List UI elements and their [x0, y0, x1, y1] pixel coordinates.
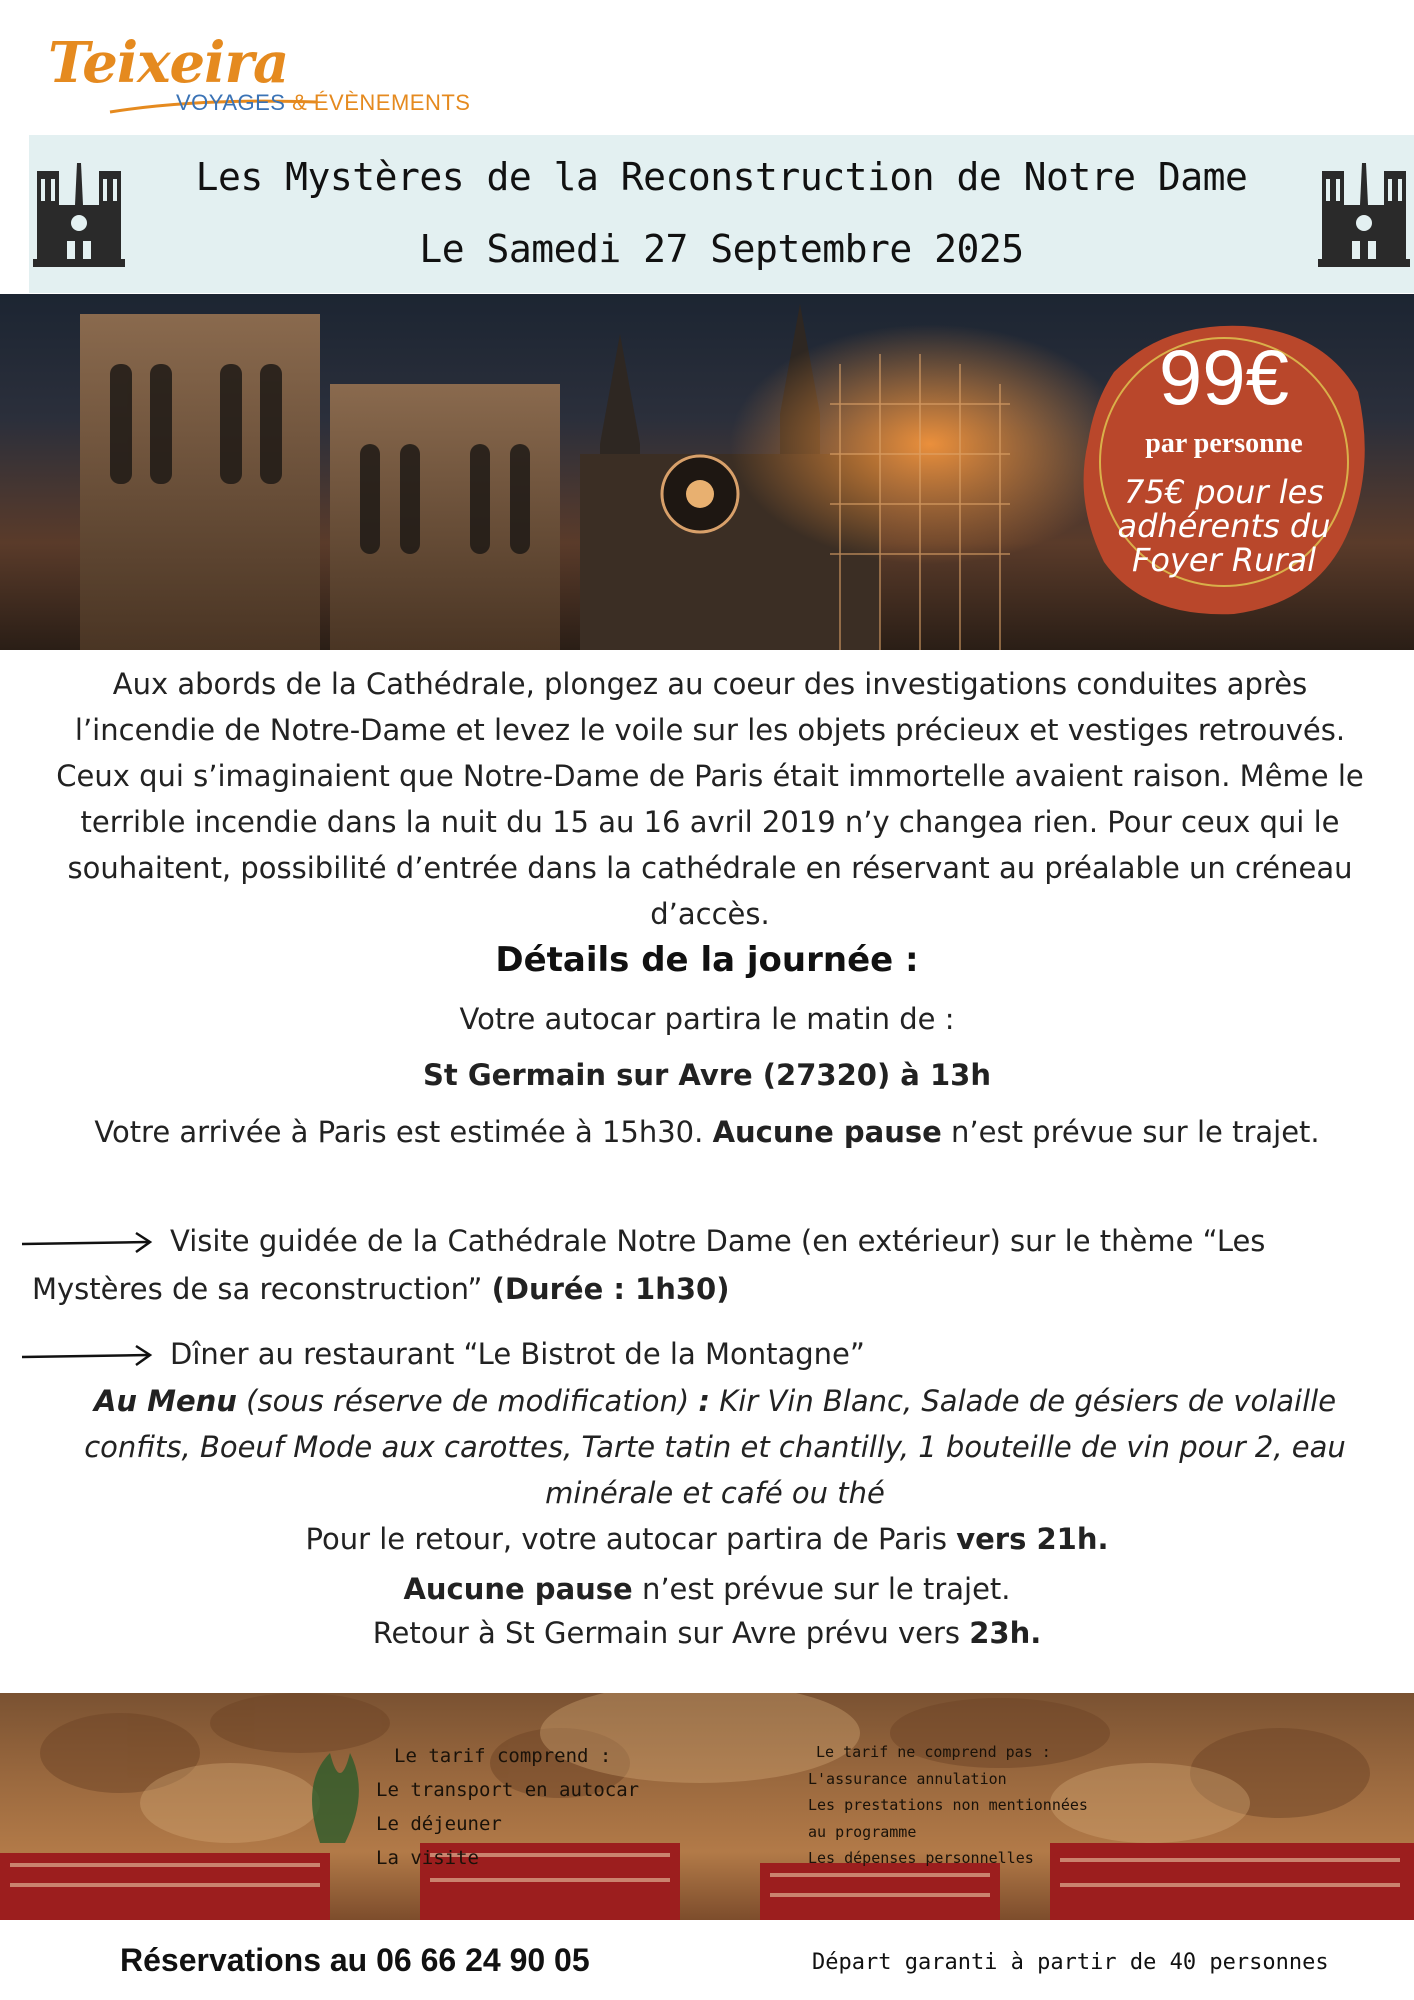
return-no-stop-text: n’est prévue sur le trajet. [641, 1572, 1011, 1606]
logo-voyages: VOYAGES [176, 90, 286, 115]
reservation-phone: Réservations au 06 66 24 90 05 [120, 1942, 590, 1978]
arrival-text: Votre arrivée à Paris est estimée à 15h30. [94, 1115, 704, 1149]
arrival-end: n’est prévue sur le trajet. [951, 1115, 1320, 1149]
title-band [29, 135, 1414, 293]
return-arrival-time: 23h. [969, 1616, 1042, 1650]
return-departure [0, 1522, 1414, 1556]
return-arrival-text: Retour à St Germain sur Avre prévu vers [372, 1616, 961, 1650]
event-date: Le Samedi 27 Septembre 2025 [419, 227, 1024, 271]
not-included-item: L'assurance annulation [808, 1769, 1007, 1788]
departure-place: St Germain sur Avre (27320) à 13h [423, 1058, 991, 1092]
included-item: La visite [376, 1847, 479, 1869]
details-heading: Détails de la journée : [495, 940, 919, 980]
return-departure-text: Pour le retour, votre autocar partira de Paris [305, 1522, 948, 1556]
included-item: Le déjeuner [376, 1813, 502, 1835]
visit-duration: (Durée : 1h30) [491, 1272, 730, 1306]
price-member-line: adhérents du [1117, 507, 1331, 545]
return-no-stop [0, 1572, 1414, 1606]
not-included-item: Les dépenses personnelles [808, 1849, 1034, 1867]
logo-brand-name: Teixeira [48, 30, 289, 96]
logo-subtitle [176, 90, 470, 116]
departure-intro: Votre autocar partira le matin de : [459, 1002, 955, 1036]
arrival-info [0, 1115, 1414, 1149]
restaurant-image [0, 1693, 1414, 1920]
price-badge [1074, 312, 1374, 624]
restaurant-cellar-illustration [0, 1693, 1414, 1920]
price-member-line: 75€ pour les [1124, 473, 1324, 511]
price-member-line: Foyer Rural [1131, 541, 1317, 579]
no-stop-notice: Aucune pause [712, 1115, 942, 1149]
logo-evenements: & ÉVÈNEMENTS [292, 90, 471, 115]
no-stop-notice: Aucune pause [403, 1572, 633, 1606]
intro-paragraph: Aux abords de la Cathédrale, plongez au coeur des investigations conduites après l’incendie de Notre-Dame et levez le voile sur les objets précieux et vestiges retrouvés. Ceux qui s’imaginaient que Notre-Dame de Paris était immortelle avaient raison. Même le terrible incendie dans la nuit du 15 au 16 avril 2019 n’y changea rien. Pour ceux qui le souhaitent, possibilité d’entrée dans la cathédrale en réservant au préalable un créneau d’accès. [56, 667, 1364, 931]
dinner-menu [40, 1378, 1390, 1516]
visit-item [32, 1217, 1382, 1313]
menu-label: Au Menu [93, 1384, 237, 1418]
company-logo [48, 30, 488, 125]
not-included-heading: Le tarif ne comprend pas : [816, 1743, 1051, 1761]
departure-guarantee: Départ garanti à partir de 40 personnes [812, 1950, 1329, 1975]
included-item: Le transport en autocar [376, 1779, 640, 1801]
return-arrival [0, 1616, 1414, 1650]
event-title: Les Mystères de la Reconstruction de Notre Dame [195, 155, 1248, 199]
not-included-item: Les prestations non mentionnées [808, 1796, 1088, 1814]
dinner-text: Dîner au restaurant “Le Bistrot de la Montagne” [170, 1337, 865, 1371]
price-main: 99€ [1158, 333, 1290, 421]
menu-note: (sous réserve de modification) [246, 1384, 690, 1418]
hero-cathedral-image [0, 294, 1414, 650]
dinner-item [32, 1330, 1382, 1378]
return-departure-time: vers 21h. [956, 1522, 1109, 1556]
not-included-list [808, 1739, 1088, 1872]
arrow-right-icon [18, 1344, 158, 1368]
price-member [1094, 475, 1354, 577]
notre-dame-icon [1314, 153, 1414, 278]
menu-colon: : [698, 1384, 710, 1418]
visit-text: Visite guidée de la Cathédrale Notre Dame (en extérieur) sur le thème “Les Mystères de sa reconstruction” [32, 1224, 1266, 1306]
price-per-person: par personne [1145, 428, 1303, 459]
arrow-right-icon [18, 1231, 158, 1255]
included-heading: Le tarif comprend : [394, 1745, 612, 1767]
menu-items: Kir Vin Blanc, Salade de gésiers de volaille confits, Boeuf Mode aux carottes, Tarte tatin et chantilly, 1 bouteille de vin pour 2, eau minérale et café ou thé [84, 1384, 1346, 1510]
not-included-item: au programme [808, 1822, 917, 1841]
included-list [376, 1739, 639, 1875]
